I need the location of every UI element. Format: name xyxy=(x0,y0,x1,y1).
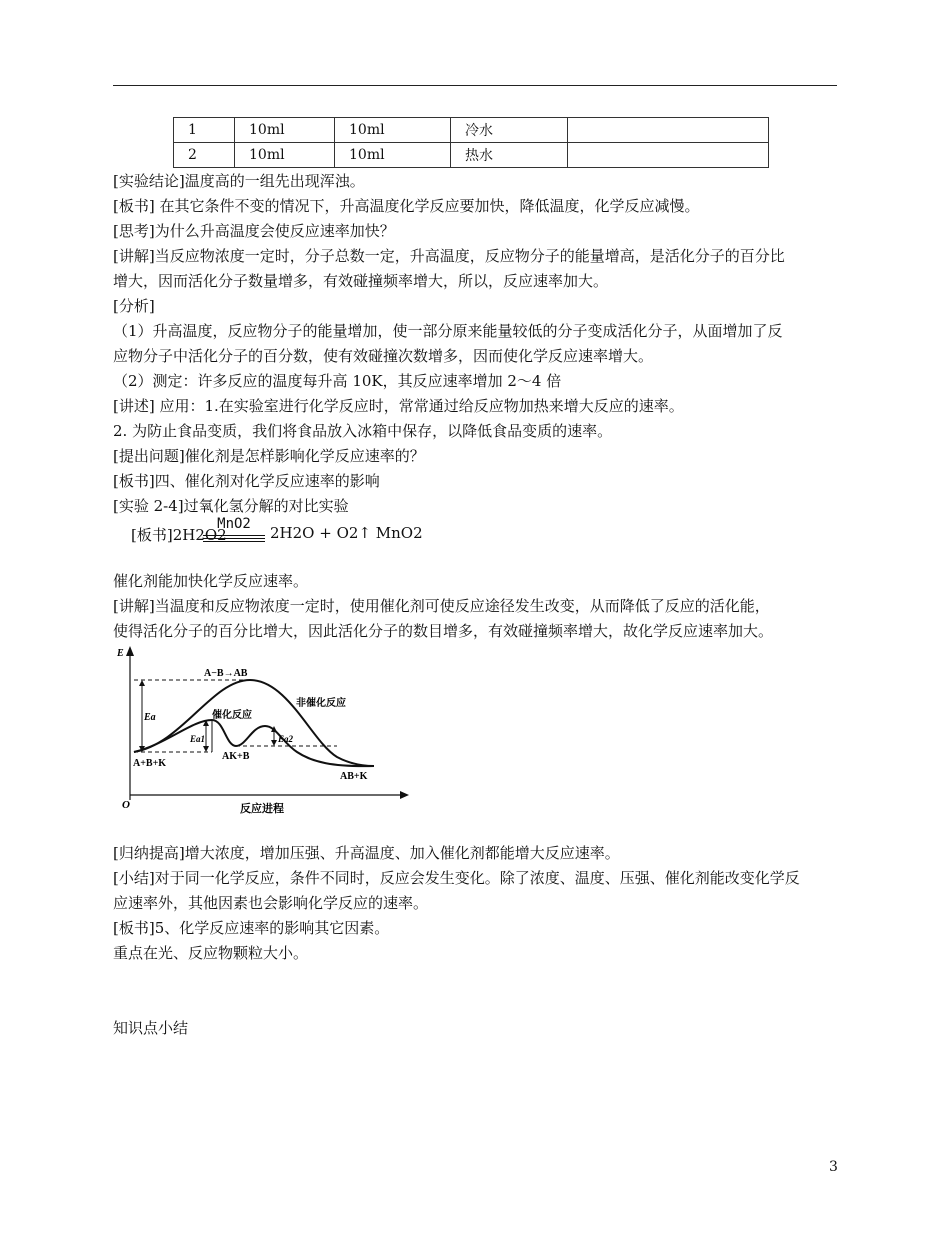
table-cell: 10ml xyxy=(335,143,451,168)
ea1-label: Ea1 xyxy=(190,734,206,744)
uncatalyzed-curve xyxy=(134,680,374,766)
header-rule xyxy=(113,85,837,86)
text-line: [讲述] 应用：1.在实验室进行化学反应时，常常通过给反应物加热来增大反应的速率。 xyxy=(113,397,684,415)
text-line: [讲解]当反应物浓度一定时，分子总数一定，升高温度，反应物分子的能量增高，是活化分子的百分比 xyxy=(113,247,785,265)
text-line: [思考]为什么升高温度会使反应速率加快？ xyxy=(113,222,395,240)
text-line: 催化剂能加快化学反应速率。 xyxy=(113,572,309,590)
table-cell: 10ml xyxy=(235,118,335,143)
y-axis-arrow xyxy=(126,646,134,656)
table-cell: 10ml xyxy=(235,143,335,168)
reactants-label: A+B+K xyxy=(133,758,167,769)
table-cell xyxy=(568,143,769,168)
text-line: [提出问题]催化剂是怎样影响化学反应速率的？ xyxy=(113,447,425,465)
text-line: 使得活化分子的百分比增大，因此活化分子的数目增多，有效碰撞频率增大，故化学反应速率加大。 xyxy=(113,622,774,640)
products-label: AB+K xyxy=(340,771,368,782)
text-line: [实验 2-4]过氧化氢分解的对比实验 xyxy=(113,497,349,515)
catalyzed-curve xyxy=(134,720,374,766)
x-axis-arrow xyxy=(400,791,409,799)
text-line: [讲解]当温度和反应物浓度一定时，使用催化剂可使反应途径发生改变，从而降低了反应的活化能， xyxy=(113,597,770,615)
equation-arrow xyxy=(201,516,267,548)
equation-left: [板书]2H2O2 xyxy=(131,526,227,544)
text-line: [板书]四、催化剂对化学反应速率的影响 xyxy=(113,472,380,490)
text-line: （1）升高温度，反应物分子的能量增加，使一部分原来能量较低的分子变成活化分子，从面增加了反 xyxy=(113,322,783,340)
text-line: [板书] 在其它条件不变的情况下，升高温度化学反应要加快，降低温度，化学反应减慢。 xyxy=(113,197,700,215)
page-number: 3 xyxy=(829,1159,838,1175)
summary-heading: 知识点小结 xyxy=(113,1019,189,1037)
text-line: 应速率外，其他因素也会影响化学反应的速率。 xyxy=(113,894,429,912)
table-cell: 1 xyxy=(174,118,235,143)
table-cell: 热水 xyxy=(451,143,568,168)
text-line: [板书]5、化学反应速率的影响其它因素。 xyxy=(113,919,390,937)
text-line: [实验结论]温度高的一组先出现浑浊。 xyxy=(113,172,365,190)
text-line: （2）测定：许多反应的温度每升高 10K，其反应速率增加 2～4 倍 xyxy=(113,372,562,390)
table-cell: 2 xyxy=(174,143,235,168)
catalyst-label: MnO2 xyxy=(217,516,251,532)
x-axis-label: 反应进程 xyxy=(240,803,284,815)
y-axis-label: E xyxy=(117,648,124,659)
origin-label: O xyxy=(122,799,130,811)
table-row xyxy=(174,118,769,143)
text-line: 应物分子中活化分子的百分数，使有效碰撞次数增多，因而使化学反应速率增大。 xyxy=(113,347,654,365)
text-line: [小结]对于同一化学反应，条件不同时，反应会发生变化。除了浓度、温度、压强、催化剂能改变化学反 xyxy=(113,869,800,887)
transition-state-label: A−B→AB xyxy=(204,668,248,679)
text-line: [分析] xyxy=(113,297,155,315)
intermediate-label: AK+B xyxy=(222,751,250,762)
text-line: 2. 为防止食品变质，我们将食品放入冰箱中保存，以降低食品变质的速率。 xyxy=(113,422,613,440)
equation-right: 2H2O + O2↑ MnO2 xyxy=(270,524,423,542)
text-line: [归纳提高]增大浓度，增加压强、升高温度、加入催化剂都能增大反应速率。 xyxy=(113,844,620,862)
catalyzed-label: 催化反应 xyxy=(212,710,252,721)
table-row xyxy=(174,143,769,168)
text-line: 增大，因而活化分子数量增多，有效碰撞频率增大，所以，反应速率加大。 xyxy=(113,272,609,290)
ea-label: Ea xyxy=(144,712,156,723)
table-cell xyxy=(568,118,769,143)
table-cell: 10ml xyxy=(335,118,451,143)
ea2-label: Ea2 xyxy=(278,734,294,744)
experiment-table xyxy=(173,117,769,168)
uncatalyzed-label: 非催化反应 xyxy=(296,698,346,709)
energy-diagram xyxy=(112,642,412,817)
table-cell: 冷水 xyxy=(451,118,568,143)
text-line: 重点在光、反应物颗粒大小。 xyxy=(113,944,309,962)
